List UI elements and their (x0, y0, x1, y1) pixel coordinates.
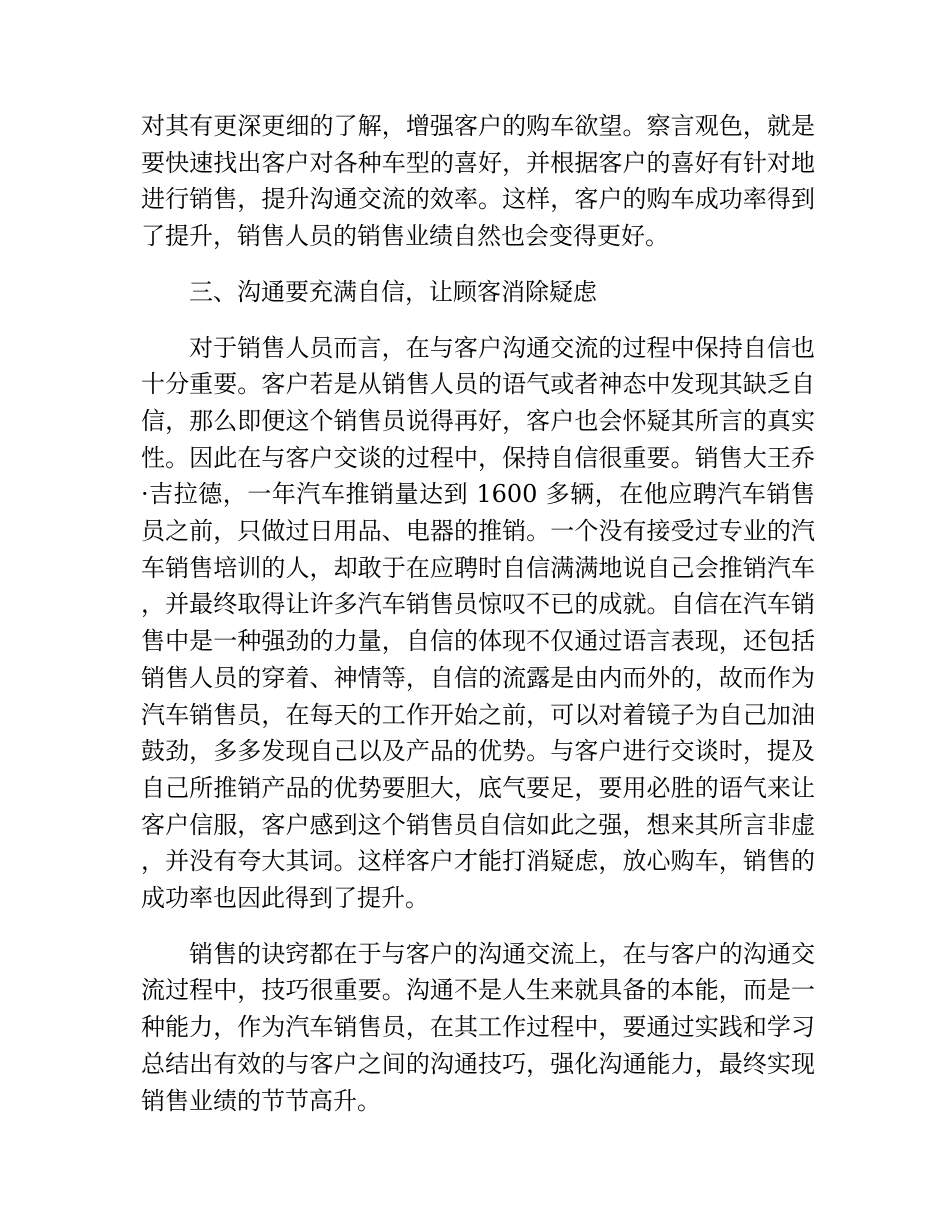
document-page (141, 108, 815, 1138)
paragraph-continuation: 对其有更深更细的了解，增强客户的购车欲望。察言观色，就是要快速找出客户对各种车型的喜好，并根据客户的喜好有针对地进行销售，提升沟通交流的效率。这样，客户的购车成功率得到了提升，销售人员的销售业绩自然也会变得更好。 (141, 112, 815, 251)
paragraph-confidence: 对于销售人员而言，在与客户沟通交流的过程中保持自信也十分重要。客户若是从销售人员的语气或者神态中发现其缺乏自信，那么即便这个销售员说得再好，客户也会怀疑其所言的真实性。因此在与客户交谈的过程中，保持自信很重要。销售大王乔·吉拉德，一年汽车推销量达到 1600 多辆，在他应聘汽车销售员之前，只做过日用品、电器的推销。一个没有接受过专业的汽车销售培训的人，却敢于在应聘时自信满满地说自己会推销汽车，并最终取得让许多汽车销售员惊叹不已的成就。自信在汽车销售中是一种强劲的力量，自信的体现不仅通过语言表现，还包括销售人员的穿着、神情等，自信的流露是由内而外的，故而作为汽车销售员，在每天的工作开始之前，可以对着镜子为自己加油鼓劲，多多发现自己以及产品的优势。与客户进行交谈时，提及自己所推销产品的优势要胆大，底气要足，要用必胜的语气来让客户信服，客户感到这个销售员自信如此之强，想来其所言非虚，并没有夸大其词。这样客户才能打消疑虑，放心购车，销售的成功率也因此得到了提升。 (141, 333, 815, 913)
paragraph-conclusion: 销售的诀窍都在于与客户的沟通交流上，在与客户的沟通交流过程中，技巧很重要。沟通不是人生来就具备的本能，而是一种能力，作为汽车销售员，在其工作过程中，要通过实践和学习总结出有效的与客户之间的沟通技巧，强化沟通能力，最终实现销售业绩的节节高升。 (141, 939, 815, 1115)
section-heading: 三、沟通要充满自信，让顾客消除疑虑 (189, 277, 597, 306)
